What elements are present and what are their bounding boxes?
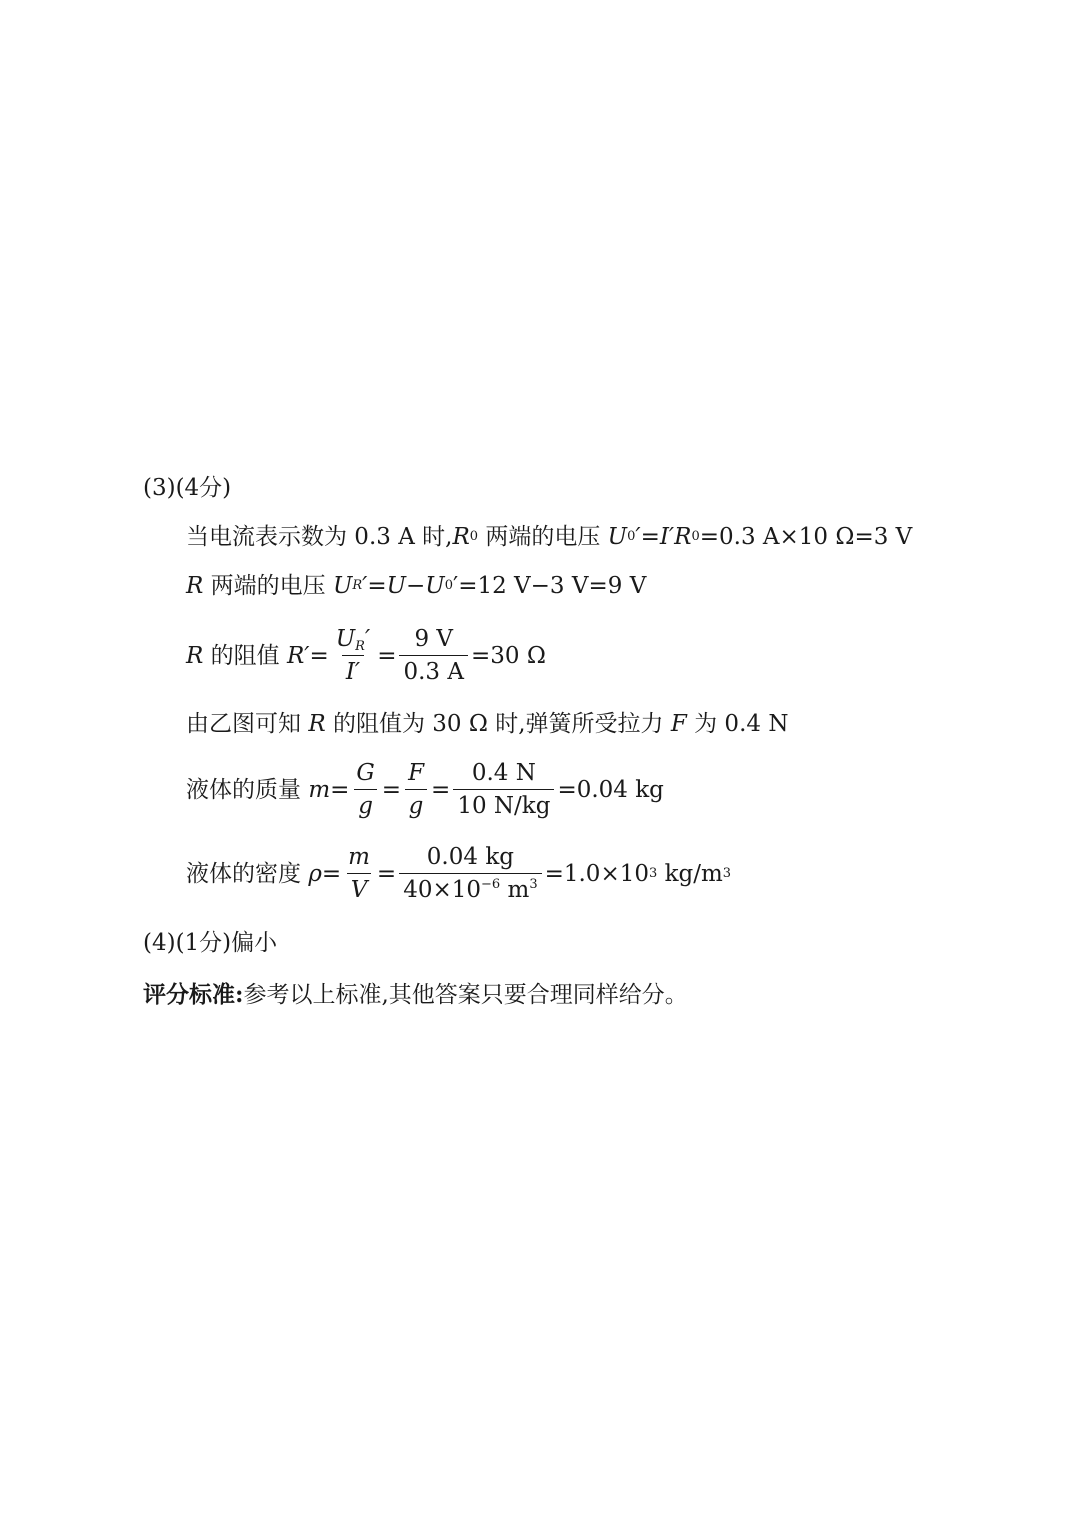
line6-frac2-den-exp2: 3: [529, 877, 538, 892]
line6-rho: ρ=: [308, 860, 342, 887]
line6-fraction-2: [399, 844, 541, 903]
line4-prefix: 由乙图可知: [186, 711, 309, 737]
part4-line: [143, 928, 277, 958]
line1-result: =0.3 A×10 Ω=3 V: [699, 524, 913, 550]
line1-r0: R: [452, 524, 470, 550]
part3-header-text: (3)(4分): [143, 475, 232, 501]
line6-frac2-den-a: 40×10: [403, 877, 482, 903]
part3-line2: R 两端的电压 U R ′=U−U 0 ′=12 V−3 V=9 V: [186, 573, 647, 599]
line5-fraction-3: [453, 760, 554, 819]
line3-rp: R′=: [286, 642, 329, 669]
line6-prefix: 液体的密度: [186, 860, 309, 887]
part3-line5: 液体的质量 m= $\frac{G}{g}$ = $\frac{F}{g}$ = $\frac{0.4 N}{10 N/kg}$ =0.04 kg: [186, 760, 664, 819]
line6-frac1-num: m: [348, 844, 370, 870]
part3-line1: 当电流表示数为 0.3 A 时, R 0 两端的电压 U 0 ′=I′R 0 =0.3 A×10 Ω=3 V: [186, 524, 913, 550]
line6-result-a: =1.0×10: [544, 860, 649, 887]
line6-frac2-den: [399, 873, 541, 903]
line3-frac2-num: 9 V: [414, 626, 453, 652]
part4-text: (4)(1分)偏小: [143, 930, 278, 956]
line5-frac2-den: g: [405, 789, 428, 819]
line5-frac3-den: 10 N/kg: [453, 789, 554, 819]
line3-eq: =: [377, 642, 397, 669]
line2-mid: 两端的电压: [203, 573, 333, 599]
line3-frac1-num-post: ′: [364, 626, 371, 652]
line6-frac2-num: 0.04 kg: [426, 844, 514, 870]
line6-fraction-1: [344, 844, 374, 903]
line6-frac2-den-b: m: [500, 877, 530, 903]
line3-frac1-num-sub: R: [355, 639, 365, 654]
line3-frac1-den: I′: [342, 655, 364, 685]
line5-frac3-num: 0.4 N: [471, 760, 536, 786]
line1-prefix: 当电流表示数为 0.3 A 时,: [186, 524, 453, 550]
line5-m: m=: [308, 776, 350, 803]
line3-fraction-2: [399, 626, 468, 685]
line3-frac2-den: 0.3 A: [399, 655, 468, 685]
line6-result-b: kg/m: [657, 860, 723, 887]
line3-result: =30 Ω: [470, 642, 546, 669]
line5-frac2-num: F: [408, 760, 425, 786]
grading-line: [143, 980, 688, 1010]
line2-result: ′=12 V−3 V=9 V: [452, 573, 647, 599]
line2-r: R: [186, 573, 204, 599]
line4-f: F: [670, 711, 687, 737]
part3-line4: [186, 709, 788, 739]
part3-line3: [186, 626, 546, 685]
line5-frac1-den: g: [354, 789, 377, 819]
grading-text: 参考以上标准,其他答案只要合理同样给分。: [243, 982, 688, 1008]
line2-ur: U: [332, 573, 353, 599]
line4-result: 为 0.4 N: [686, 711, 789, 737]
line1-u0: U: [607, 524, 628, 550]
line4-mid: 的阻值为 30 Ω 时,弹簧所受拉力: [325, 711, 671, 737]
grading-label: 评分标准:: [143, 981, 244, 1008]
line6-frac1-den: V: [347, 873, 372, 903]
line3-r: R: [186, 642, 204, 669]
line5-result: =0.04 kg: [557, 776, 664, 803]
line3-frac1-num: U: [335, 626, 356, 652]
line3-fraction-1: [332, 626, 374, 685]
line5-fraction-2: [404, 760, 428, 819]
part3-line6: 液体的密度 ρ= $\frac{m}{V}$ = $\frac{0.04 kg}{40\times 10^{-6} m^3}$ =1.0×10 3 kg/m 3: [186, 844, 732, 903]
line5-prefix: 液体的质量: [186, 776, 309, 803]
part3-header: [143, 473, 231, 503]
line6-frac2-den-exp: −6: [481, 877, 501, 892]
line1-eq: ′=I′R: [635, 524, 692, 550]
line5-fraction-1: [352, 760, 378, 819]
line2-expr: ′=U−U: [362, 573, 445, 599]
line1-mid: 两端的电压: [478, 524, 608, 550]
line4-r: R: [308, 711, 326, 737]
line5-frac1-num: G: [356, 760, 375, 786]
line3-mid: 的阻值: [203, 642, 287, 669]
